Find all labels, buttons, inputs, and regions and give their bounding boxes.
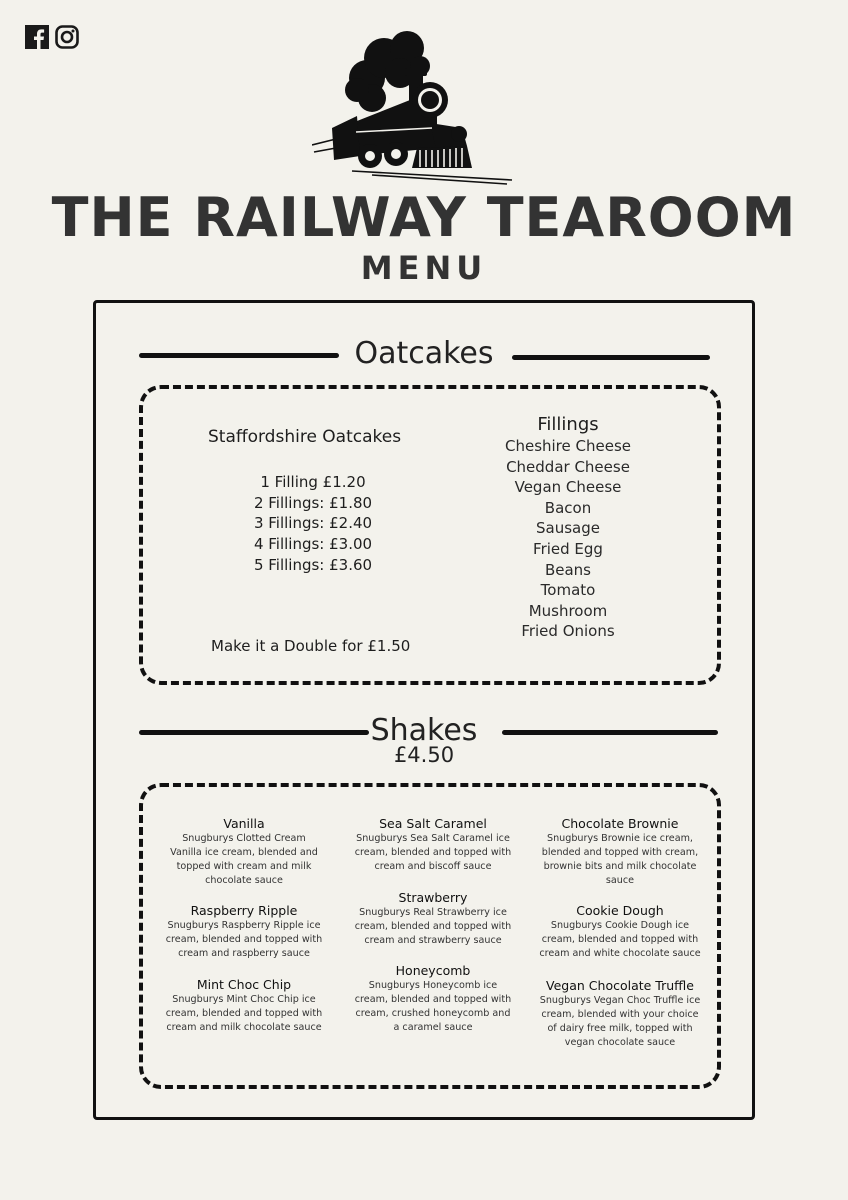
shake-desc-line: cream and biscoff sauce [374,861,492,872]
shake-desc-line: Snugburys Raspberry Ripple ice [167,920,321,931]
price-line: 5 Fillings: £3.60 [253,555,373,574]
filling-item: Tomato [540,581,596,600]
shake-desc-line: Snugburys Vegan Choc Truffle ice [539,995,701,1006]
shake-item [154,816,334,888]
filling-item: Sausage [536,519,600,538]
shake-desc-line: cream, blended and topped with [165,934,323,945]
filling-item: Cheshire Cheese [504,437,631,455]
oatcakes-item-title: Staffordshire Oatcakes [208,427,402,447]
shake-item [154,903,334,961]
shake-desc-line: Snugburys Mint Choc Chip ice [172,994,316,1005]
shake-desc-line: cream, blended and topped with [354,994,512,1005]
price-line: 4 Fillings: £3.00 [253,535,373,554]
fillings-list [488,436,648,642]
shake-desc-line: sauce [605,875,635,886]
shake-desc-line: Vanilla ice cream, blended and [170,847,318,858]
page-subtitle: MENU [360,249,488,287]
filling-item: Fried Egg [533,539,603,558]
steam-train-icon [312,28,522,186]
filling-item: Vegan Cheese [514,478,622,497]
shake-desc-line: topped with cream and milk [176,861,312,872]
shake-desc-line: cream, blended and topped with [354,847,512,858]
shake-desc-line: blended and topped with cream, [541,847,699,858]
facebook-icon[interactable] [25,25,49,49]
shake-desc-line: cream, blended and topped with [541,934,699,945]
shakes-price: £4.50 [393,743,455,767]
shake-desc-line: cream, blended and topped with [354,921,512,932]
shake-desc-line: brownie bits and milk chocolate [543,861,697,872]
shake-item [530,816,710,888]
double-offer: Make it a Double for £1.50 [211,637,411,655]
shake-desc-line: cream and strawberry sauce [364,935,502,946]
shake-item [530,903,710,961]
shake-name: Chocolate Brownie [561,816,679,831]
social-links [25,25,79,49]
filling-item: Mushroom [528,601,608,620]
shake-desc-line: cream, blended with your choice [541,1009,699,1020]
filling-item: Bacon [544,498,592,517]
filling-item: Fried Onions [521,622,615,641]
oatcakes-heading: Oatcakes [354,336,494,371]
shake-name: Raspberry Ripple [190,903,298,918]
shake-desc-line: cream, blended and topped with [165,1008,323,1019]
shake-name: Vegan Chocolate Truffle [546,978,694,993]
price-line: 1 Filling £1.20 [260,473,366,491]
shakes-heading: Shakes [370,713,478,748]
shake-item [343,963,523,1035]
shake-desc-line: cream and white chocolate sauce [539,948,701,959]
shake-desc-line: vegan chocolate sauce [564,1037,676,1048]
price-line: 3 Fillings: £2.40 [253,514,373,533]
shake-name: Mint Choc Chip [196,977,292,992]
shake-name: Sea Salt Caramel [379,816,487,831]
shake-desc-line: Snugburys Sea Salt Caramel ice [356,833,510,844]
shake-name: Strawberry [398,890,468,905]
shake-desc-line: Snugburys Honeycomb ice [368,980,498,991]
fillings-heading: Fillings [537,414,599,435]
shake-desc-line: Snugburys Cookie Dough ice [550,920,690,931]
shake-name: Vanilla [223,816,265,831]
page-title: THE RAILWAY TEAROOM [51,186,797,249]
shake-item [154,977,334,1035]
shake-desc-line: of dairy free milk, topped with [547,1023,693,1034]
shake-item [343,816,523,874]
shake-desc-line: a caramel sauce [393,1022,473,1033]
oatcakes-price-list [238,472,388,576]
filling-item: Cheddar Cheese [506,457,630,476]
shake-desc-line: Snugburys Real Strawberry ice [359,907,507,918]
shake-desc-line: cream and raspberry sauce [178,948,310,959]
shake-desc-line: Snugburys Brownie ice cream, [547,833,693,844]
shake-desc-line: cream, crushed honeycomb and [355,1008,511,1019]
price-line: 2 Fillings: £1.80 [253,493,373,512]
shake-name: Honeycomb [395,963,471,978]
shake-name: Cookie Dough [576,903,664,918]
shake-item [343,890,523,948]
shake-desc-line: chocolate sauce [205,875,283,886]
shake-desc-line: Snugburys Clotted Cream [182,833,306,844]
filling-item: Beans [544,560,592,579]
shake-desc-line: cream and milk chocolate sauce [166,1022,322,1033]
instagram-icon[interactable] [55,25,79,49]
shake-item [530,978,710,1050]
